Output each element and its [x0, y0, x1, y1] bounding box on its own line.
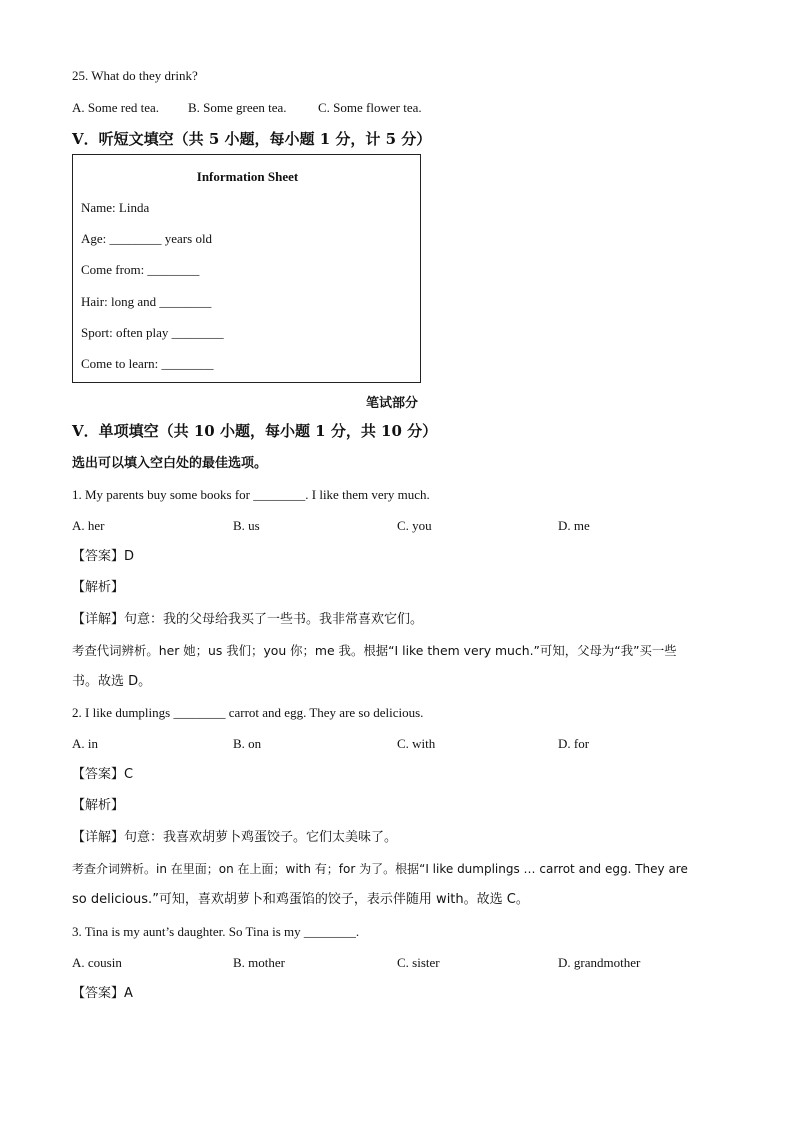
- info-line-name: Name: Linda: [81, 200, 150, 215]
- written-part-label: 笔试部分: [366, 396, 419, 411]
- question-3: 3. Tina is my aunt’s daughter. So Tina is my ________.: [72, 924, 360, 939]
- information-sheet-title: Information Sheet: [196, 169, 299, 184]
- info-line-sport: Sport: often play ________: [81, 325, 224, 340]
- information-sheet-box: [72, 154, 421, 383]
- q3-option-b: B. mother: [233, 955, 285, 970]
- option-c: C. Some flower tea.: [318, 100, 422, 115]
- section-instruction: 选出可以填入空白处的最佳选项。: [72, 456, 268, 471]
- q2-option-a: A. in: [72, 736, 98, 751]
- q2-analysis: 【解析】: [72, 798, 125, 813]
- q1-explanation-line1: 考查代词辨析。her 她；us 我们；you 你；me 我。根据“I like them very much.”可知，父母为“我”买一些: [72, 643, 677, 658]
- option-a: A. Some red tea.: [72, 100, 160, 115]
- question-25: 25. What do they drink?: [72, 68, 198, 83]
- question-2: 2. I like dumplings ________ carrot and egg. They are so delicious.: [72, 705, 424, 720]
- q2-option-d: D. for: [558, 736, 590, 751]
- q1-detail: 【详解】句意：我的父母给我买了一些书。我非常喜欢它们。: [72, 612, 424, 627]
- info-line-come-to-learn: Come to learn: ________: [81, 356, 214, 371]
- q2-answer: 【答案】C: [72, 767, 134, 782]
- info-line-come-from: Come from: ________: [81, 262, 200, 277]
- q1-explanation-line2: 书。故选 D。: [72, 674, 152, 689]
- q1-option-a: A. her: [72, 518, 105, 533]
- q3-option-a: A. cousin: [72, 955, 122, 970]
- q1-option-c: C. you: [397, 518, 432, 533]
- q3-option-c: C. sister: [397, 955, 440, 970]
- q1-option-d: D. me: [558, 518, 590, 533]
- q1-answer: 【答案】D: [72, 549, 135, 564]
- q1-option-b: B. us: [233, 518, 260, 533]
- info-line-age: Age: ________ years old: [81, 231, 213, 246]
- q3-answer: 【答案】A: [72, 986, 133, 1001]
- option-b: B. Some green tea.: [188, 100, 287, 115]
- q2-explanation-line1: 考查介词辨析。in 在里面；on 在上面；with 有；for 为了。根据“I like dumplings … carrot and egg. They are: [72, 862, 688, 876]
- q3-option-d: D. grandmother: [558, 955, 641, 970]
- q2-option-c: C. with: [397, 736, 436, 751]
- section-heading-single-choice: V．单项填空（共 10 小题，每小题 1 分，共 10 分）: [72, 422, 438, 440]
- info-line-hair: Hair: long and ________: [81, 294, 212, 309]
- q2-detail: 【详解】句意：我喜欢胡萝卜鸡蛋饺子。它们太美味了。: [72, 830, 398, 845]
- q2-explanation-line2: so delicious.”可知，喜欢胡萝卜和鸡蛋馅的饺子，表示伴随用 with。故选 C。: [72, 892, 529, 907]
- section-heading-listening: V．听短文填空（共 5 小题，每小题 1 分，计 5 分）: [72, 130, 432, 148]
- q2-option-b: B. on: [233, 736, 262, 751]
- question-1: 1. My parents buy some books for ________. I like them very much.: [72, 487, 430, 502]
- q1-analysis: 【解析】: [72, 580, 125, 595]
